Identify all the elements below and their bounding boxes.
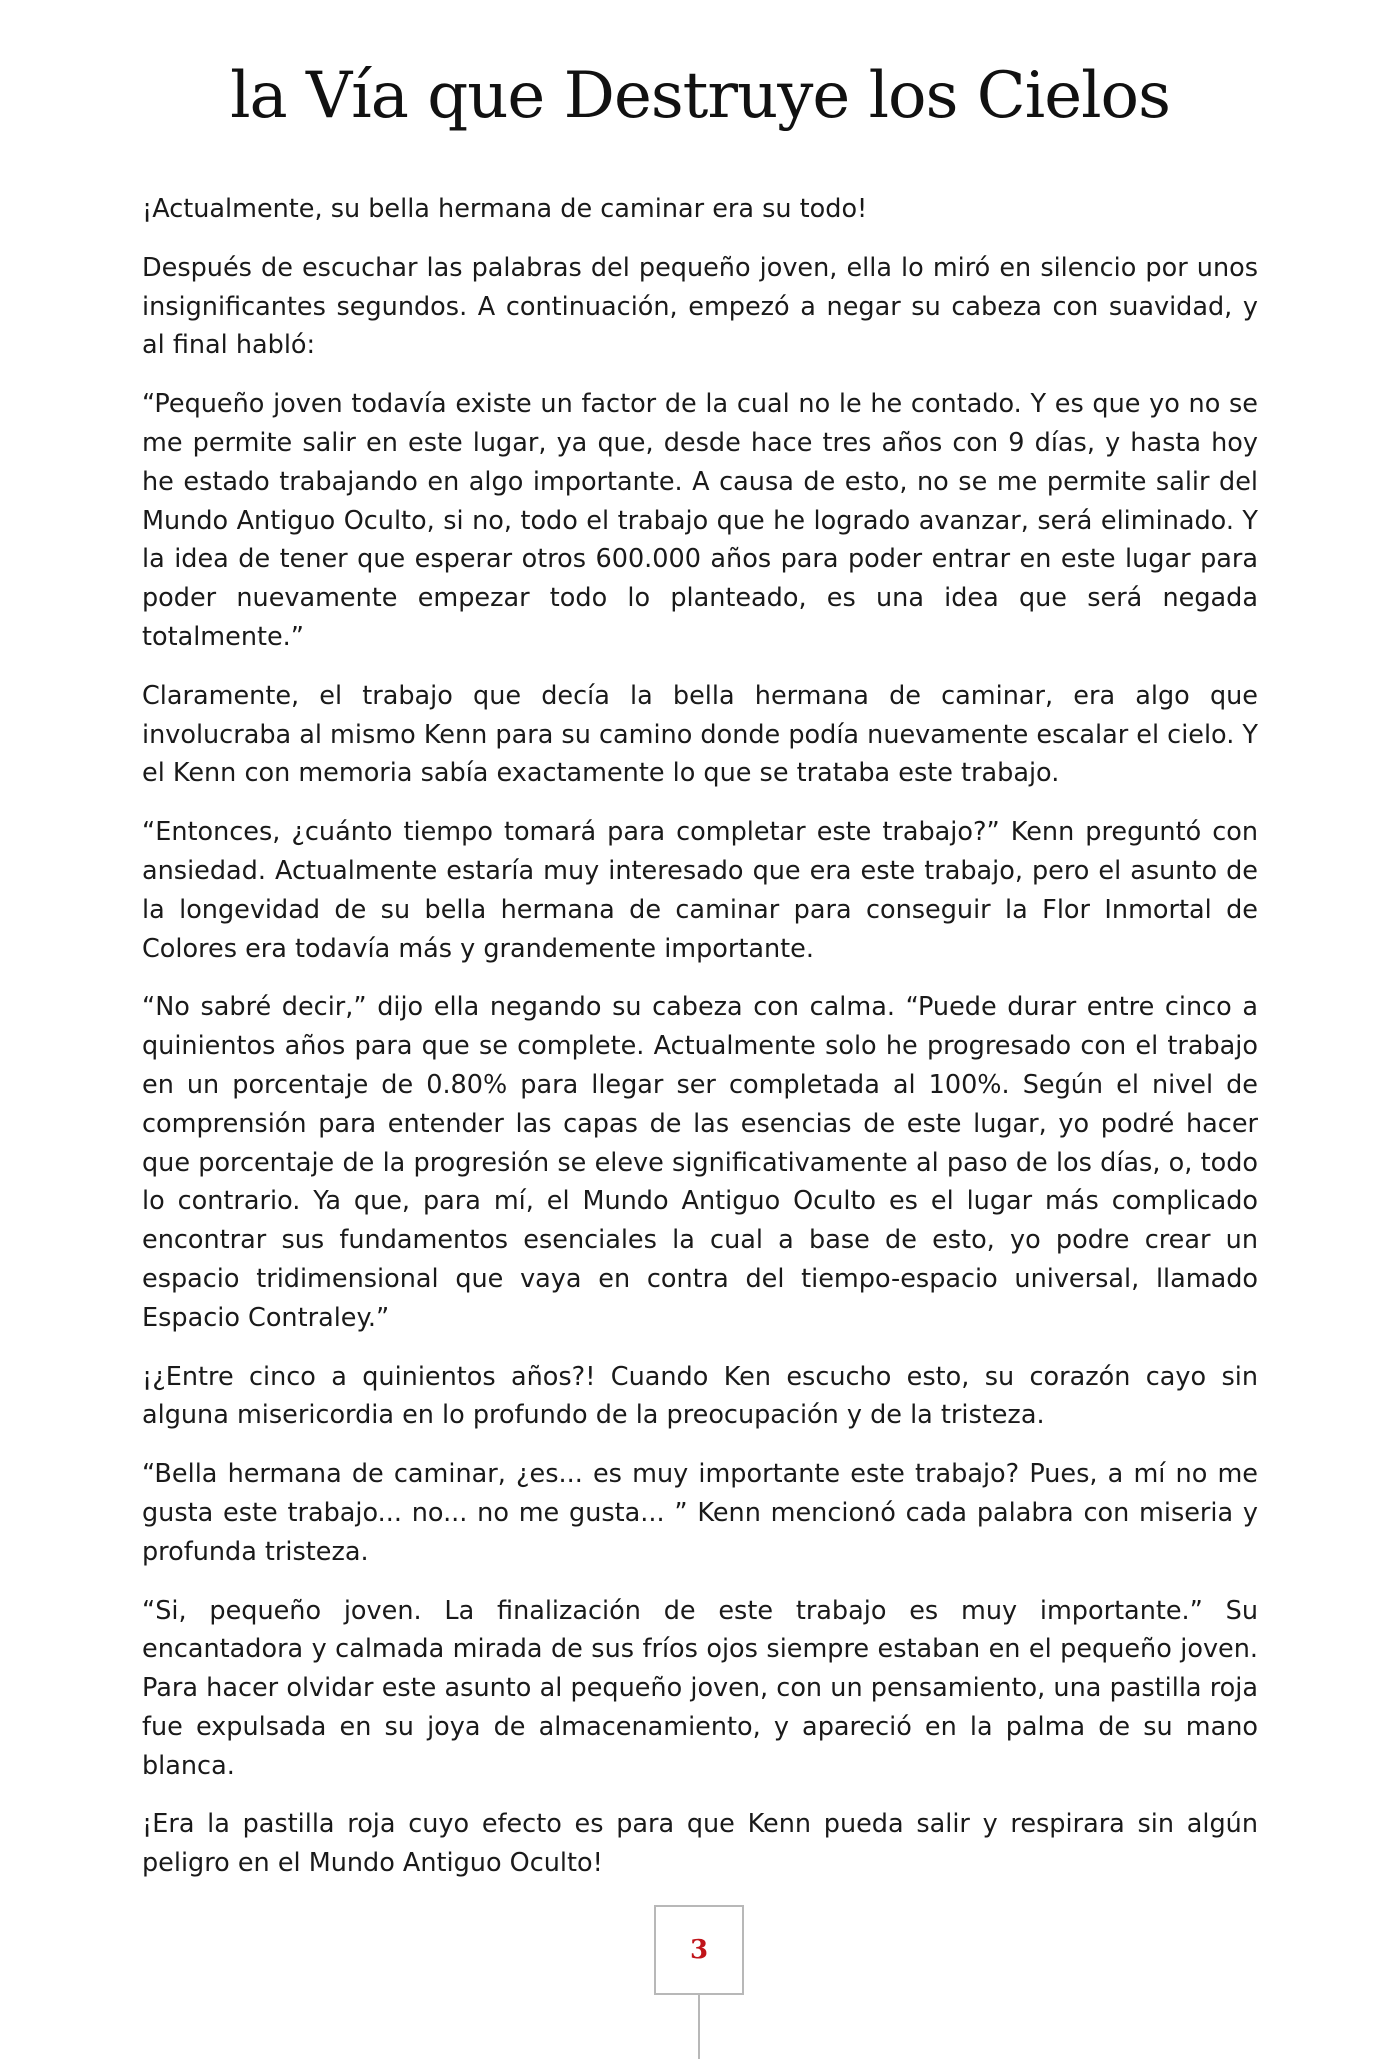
paragraph: “Bella hermana de caminar, ¿es... es muy importante este trabajo? Pues, a mí no me gusta este trabajo... no... no me gusta... ” Kenn mencionó cada palabra con miseria y profunda tristeza.	[142, 1459, 1258, 1567]
page-number-stem	[698, 1995, 700, 2059]
page-number-box	[654, 1905, 744, 1995]
paragraph: “Entonces, ¿cuánto tiempo tomará para completar este trabajo?” Kenn preguntó con ansiedad. Actualmente estaría muy interesado que era este trabajo, pero el asunto de la longevidad de su bella hermana de caminar para conseguir la Flor Inmortal de Colores era todavía más y grandemente importante.	[142, 817, 1258, 964]
paragraph: ¡Actualmente, su bella hermana de caminar era su todo!	[142, 194, 868, 224]
paragraph: “Si, pequeño joven. La finalización de este trabajo es muy importante.” Su encantadora y calmada mirada de sus fríos ojos siempre estaban en el pequeño joven. Para hacer olvidar este asunto al pequeño joven, con un pensamiento, una pastilla roja fue expulsada en su joya de almacenamiento, y apareció en la palma de su mano blanca.	[142, 1595, 1258, 1781]
page-title: la Vía que Destruye los Cielos	[230, 59, 1170, 133]
paragraph: ¡Era la pastilla roja cuyo efecto es para que Kenn pueda salir y respirara sin algún peligro en el Mundo Antiguo Oculto!	[142, 1809, 1258, 1879]
paragraph: “No sabré decir,” dijo ella negando su cabeza con calma. “Puede durar entre cinco a quinientos años para que se complete. Actualmente solo he progresado con el trabajo en un porcentaje de 0.80% para llegar ser completada al 100%. Según el nivel de comprensión para entender las capas de las esencias de este lugar, yo podré hacer que porcentaje de la progresión se eleve significativamente al paso de los días, o, todo lo contrario. Ya que, para mí, el Mundo Antiguo Oculto es el lugar más complicado encontrar sus fundamentos esenciales la cual a base de esto, yo podre crear un espacio tridimensional que vaya en contra del tiempo-espacio universal, llamado Espacio Contraley.”	[142, 992, 1258, 1333]
paragraph: Claramente, el trabajo que decía la bella hermana de caminar, era algo que involucraba al mismo Kenn para su camino donde podía nuevamente escalar el cielo. Y el Kenn con memoria sabía exactamente lo que se trataba este trabajo.	[142, 680, 1258, 789]
paragraph: Después de escuchar las palabras del pequeño joven, ella lo miró en silencio por unos insignificantes segundos. A continuación, empezó a negar su cabeza con suavidad, y al final habló:	[142, 252, 1258, 361]
paragraph: ¡¿Entre cinco a quinientos años?! Cuando Ken escucho esto, su corazón cayo sin alguna misericordia en lo profundo de la preocupación y de la tristeza.	[142, 1361, 1258, 1431]
paragraph: “Pequeño joven todavía existe un factor de la cual no le he contado. Y es que yo no se me permite salir en este lugar, ya que, desde hace tres años con 9 días, y hasta hoy he estado trabajando en algo importante. A causa de esto, no se me permite salir del Mundo Antiguo Oculto, si no, todo el trabajo que he logrado avanzar, será eliminado. Y la idea de tener que esperar otros 600.000 años para poder entrar en este lugar para poder nuevamente empezar todo lo planteado, es una idea que será negada totalmente.”	[142, 389, 1258, 652]
page-number: 3	[689, 1935, 709, 1965]
body-text	[142, 190, 1258, 1903]
